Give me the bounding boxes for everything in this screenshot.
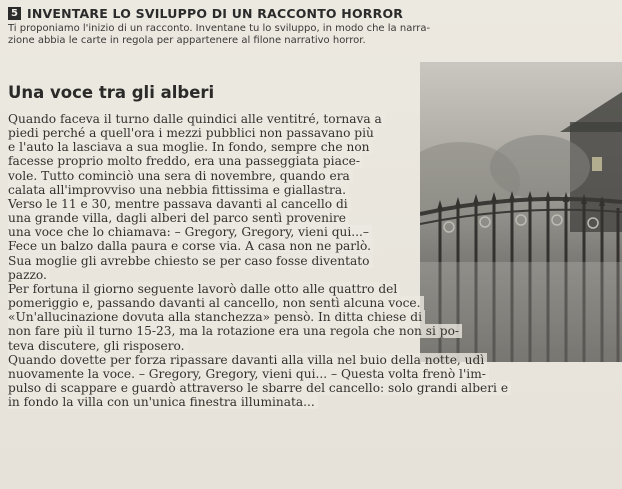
story-title: Una voce tra gli alberi <box>8 83 215 102</box>
story-line: pulso di scappare e guardò attraverso le sbarre del cancello: solo grandi alberi e <box>8 381 511 395</box>
story-text <box>8 112 511 409</box>
story-line: facesse proprio molto freddo, era una passeggiata piace- <box>8 154 511 168</box>
exercise-title: INVENTARE LO SVILUPPO DI UN RACCONTO HORROR <box>27 6 404 21</box>
story-line: pomeriggio e, passando davanti al cancello, non sentì alcuna voce. <box>8 296 511 310</box>
instruction-line: zione abbia le carte in regola per appartenere al filone narrativo horror. <box>8 35 366 46</box>
instruction-line: Ti proponiamo l'inizio di un racconto. Inventane tu lo sviluppo, in modo che la narra- <box>8 23 431 34</box>
story-line: pazzo. <box>8 268 511 282</box>
story-line: non fare più il turno 15-23, ma la rotazione era una regola che non si po- <box>8 324 511 338</box>
story-line: Quando dovette per forza ripassare davanti alla villa nel buio della notte, udì <box>8 353 511 367</box>
story-line: calata all'improvviso una nebbia fittissima e giallastra. <box>8 183 511 197</box>
story-line: Quando faceva il turno dalle quindici alle ventitré, tornava a <box>8 112 511 126</box>
exercise-instructions <box>8 23 548 47</box>
story-line: piedi perché a quell'ora i mezzi pubblici non passavano più <box>8 126 511 140</box>
story-line: una grande villa, dagli alberi del parco sentì provenire <box>8 211 511 225</box>
story-line: Fece un balzo dalla paura e corse via. A casa non ne parlò. <box>8 239 511 253</box>
story-line: e l'auto la lasciava a sua moglie. In fondo, sempre che non <box>8 140 511 154</box>
story-line: in fondo la villa con un'unica finestra illuminata... <box>8 395 511 409</box>
story-line: Verso le 11 e 30, mentre passava davanti al cancello di <box>8 197 511 211</box>
exercise-number-badge: 5 <box>8 7 21 20</box>
story-line: una voce che lo chiamava: – Gregory, Gregory, vieni qui...– <box>8 225 511 239</box>
story-line: Sua moglie gli avrebbe chiesto se per caso fosse diventato <box>8 254 511 268</box>
story-line: Per fortuna il giorno seguente lavorò dalle otto alle quattro del <box>8 282 511 296</box>
story-line: vole. Tutto cominciò una sera di novembre, quando era <box>8 169 511 183</box>
story-line: «Un'allucinazione dovuta alla stanchezza» pensò. In ditta chiese di <box>8 310 511 324</box>
story-line: nuovamente la voce. – Gregory, Gregory, vieni qui... – Questa volta frenò l'im- <box>8 367 511 381</box>
exercise-header <box>8 6 403 21</box>
story-line: teva discutere, gli risposero. <box>8 339 511 353</box>
